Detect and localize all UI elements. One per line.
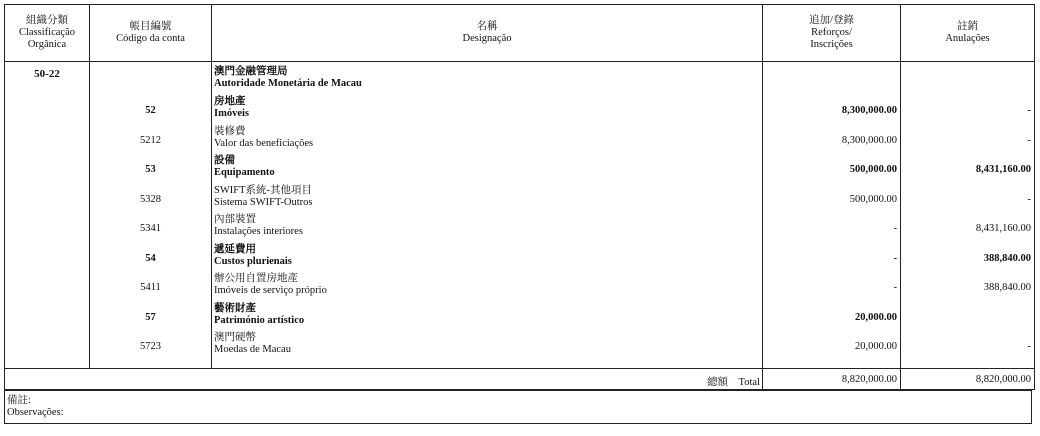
table-body-row (5, 62, 1035, 369)
cancellation-amount: 388,840.00 (983, 253, 1031, 264)
reinforcement-amount: 8,300,000.00 (841, 135, 897, 146)
entity-designation (212, 66, 762, 95)
designation-column (212, 62, 763, 369)
account-code: 57 (145, 312, 156, 323)
designation-zh: 辦公用自置房地產 (214, 273, 298, 284)
table-header-row (5, 5, 1035, 62)
header-reinforcements-pt2: Inscrições (810, 39, 853, 50)
cancellation-amount: - (1027, 105, 1031, 116)
reinforcement-amount: 500,000.00 (849, 194, 897, 205)
header-account-code (90, 5, 212, 62)
designation-zh: 設備 (214, 155, 235, 166)
cancellation-amount: 388,840.00 (983, 282, 1031, 293)
organic-class-column (5, 62, 90, 369)
total-reinforcements: 8,820,000.00 (763, 369, 901, 390)
designation-zh: 藝術財產 (214, 303, 256, 314)
header-cancellations-pt: Anulações (945, 33, 990, 44)
cancellation-amount: - (1027, 194, 1031, 205)
header-organic-class-zh: 組織分類 (26, 15, 68, 26)
header-reinforcements-pt1: Reforços/ (811, 27, 852, 38)
designation-zh: 澳門硬幣 (214, 332, 256, 343)
designation-pt: Imóveis de serviço próprio (214, 285, 327, 296)
account-code: 5723 (140, 341, 161, 352)
header-organic-class-pt2: Orgânica (27, 39, 67, 50)
account-designation (212, 96, 762, 125)
entity-name-zh: 澳門金融管理局 (214, 66, 288, 77)
cancellation-amount: 8,431,160.00 (975, 223, 1031, 234)
header-account-code-zh: 帳目編號 (129, 21, 172, 32)
designation-zh: 遞延費用 (214, 244, 256, 255)
account-designation (212, 155, 762, 184)
organic-class-value: 50-22 (34, 68, 60, 80)
header-cancellations-zh: 註銷 (957, 21, 978, 32)
header-cancellations (901, 5, 1035, 62)
header-designation-pt: Designação (462, 33, 512, 44)
account-designation (212, 273, 762, 302)
reinforcement-amount: - (893, 282, 897, 293)
total-blank-cell (90, 369, 212, 390)
header-organic-class (5, 5, 90, 62)
header-designation (212, 5, 763, 62)
account-code: 52 (145, 105, 156, 116)
total-row (5, 369, 1035, 390)
reinforcement-amount: - (893, 223, 897, 234)
designation-pt: Moedas de Macau (214, 344, 291, 355)
reinforcements-column (763, 62, 901, 369)
notes-box (4, 390, 1032, 424)
header-reinforcements-zh: 追加/登錄 (809, 15, 854, 26)
account-designation (212, 185, 762, 214)
cancellation-amount: 8,431,160.00 (975, 164, 1031, 175)
designation-zh: 內部裝置 (214, 214, 256, 225)
designation-zh: 裝修費 (214, 126, 246, 137)
cancellation-amount: - (1027, 135, 1031, 146)
reinforcement-amount: 8,300,000.00 (841, 105, 897, 116)
reinforcement-amount: 20,000.00 (855, 341, 897, 352)
account-designation (212, 332, 762, 361)
designation-pt: Valor das beneficiações (214, 138, 314, 149)
designation-pt: Sistema SWIFT-Outros (214, 197, 313, 208)
cancellation-amount (901, 303, 1034, 332)
account-code-column (90, 62, 212, 369)
reinforcement-amount: 500,000.00 (849, 164, 897, 175)
account-designation (212, 126, 762, 155)
designation-pt: Instalações interiores (214, 226, 303, 237)
budget-table (4, 4, 1035, 390)
designation-zh: 房地產 (214, 96, 246, 107)
designation-zh: SWIFT系統-其他項目 (214, 185, 312, 196)
account-code: 5328 (140, 194, 161, 205)
total-cancellations: 8,820,000.00 (901, 369, 1035, 390)
account-designation (212, 303, 762, 332)
reinforcement-amount: - (893, 253, 897, 264)
account-code: 5212 (140, 135, 161, 146)
total-label: 總額 Total (212, 369, 763, 390)
designation-pt: Imóveis (214, 108, 249, 119)
entity-name-pt: Autoridade Monetária de Macau (214, 78, 362, 89)
header-organic-class-pt1: Classificação (19, 27, 75, 38)
account-designation (212, 244, 762, 273)
notes-label-zh: 備註: (7, 395, 31, 406)
header-designation-zh: 名稱 (476, 21, 498, 32)
cancellation-amount: - (1027, 341, 1031, 352)
account-designation (212, 214, 762, 243)
designation-pt: Património artístico (214, 315, 305, 326)
account-code: 53 (145, 164, 156, 175)
account-code: 54 (145, 253, 156, 264)
header-reinforcements (763, 5, 901, 62)
designation-pt: Equipamento (214, 167, 275, 178)
total-blank-cell (5, 369, 90, 390)
designation-pt: Custos plurienais (214, 256, 292, 267)
account-code: 5411 (140, 282, 161, 293)
header-account-code-pt: Código da conta (116, 33, 185, 44)
account-code: 5341 (140, 223, 161, 234)
notes-label-pt: Observações: (7, 407, 64, 418)
cancellations-column (901, 62, 1035, 369)
reinforcement-amount: 20,000.00 (855, 312, 897, 323)
